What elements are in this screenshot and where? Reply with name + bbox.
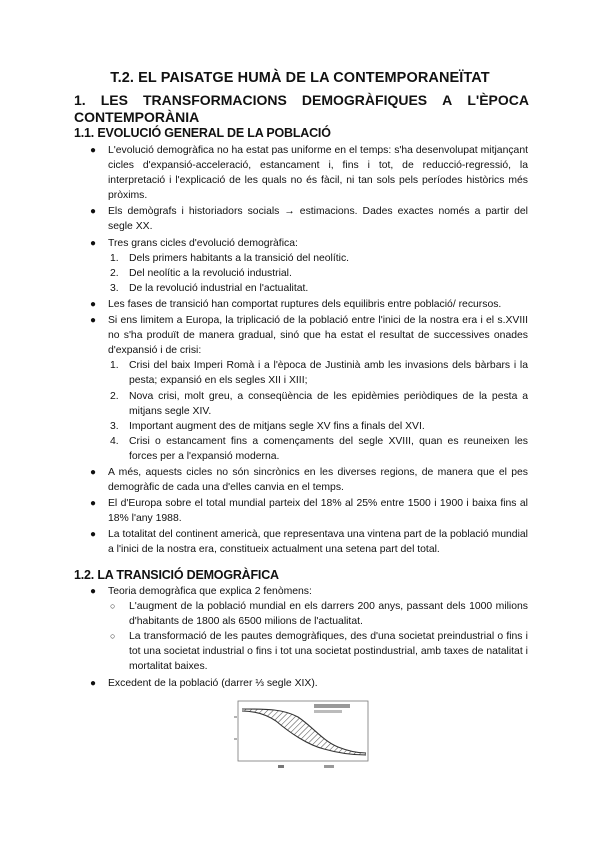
legend-mark [314,710,342,713]
list-item: ● Excedent de la població (darrer ⅓ segle XIX). [108,676,528,691]
circle-item: ○ L'augment de la població mundial en els darrers 200 anys, passant dels 1000 milions d'habitants de 1800 als 6500 milions de l'actualitat. [110,601,528,628]
section-number: 1. [74,92,86,108]
numbered-item: 1. Crisi del baix Imperi Romà i a l'època de Justinià amb les invasions dels bàrbars i la pesta; expansió en els segles XII i XIII; [110,360,528,387]
item-number: 3. [110,420,119,432]
bullet-icon: ● [90,237,97,249]
section-word: LES [100,92,128,108]
axis-mark [324,765,334,768]
bullet-icon: ● [90,586,97,597]
list-item: ● Tres grans cicles d'evolució demogràfica: 1. Dels primers habitants a la transició del neolític. 2. Del neolític a la revolució industrial. 3. De la revolució industrial en l'actualitat. [108,236,528,296]
bullet-icon: ● [90,529,97,541]
item-number: 1. [110,360,119,372]
item-number: 1. [110,252,119,264]
bullet-icon: ● [90,206,97,218]
waves-list [108,358,528,464]
list-item: ● Teoria demogràfica que explica 2 fenòmens: ○ L'augment de la població mundial en els darrers 200 anys, passant dels 1000 milions d'habitants de 1800 als 6500 milions de l'actualitat. ○ La transformació de les pautes demogràfiques, des d'una societat preindustrial o fins i tot una societat industrial o fins i tot una societat postindustrial, amb taxes de natalitat i mortalitat baixes. [108,584,528,675]
numbered-item: 2. Del neolític a la revolució industrial. [108,266,528,281]
bullet-icon: ● [90,466,97,478]
subsection-1-1-heading: 1.1. EVOLUCIÓ GENERAL DE LA POBLACIÓ [74,126,331,140]
document-title: T.2. EL PAISATGE HUMÀ DE LA CONTEMPORANEÏTAT [110,70,490,86]
section-word: A [442,92,453,108]
legend-mark [314,704,350,708]
item-number: 4. [110,435,119,447]
list-item: ● Si ens limitem a Europa, la triplicació de la població entre l'inici de la nostra era i el s.XVIII no s'ha produït de manera gradual, sinó que ha estat el resultat de successives onades d'expansió i de crisi: 1. Crisi del baix Imperi Romà i a l'època de Justinià amb les invasions dels bàrbars i la pesta; expansió en els segles XII i XIII; 2. Nova crisi, molt greu, a conseqüència de les epidèmies periòdiques de la pesta a mitjans segle XIV. 3. Important augment des de mitjans segle XV fins a finals del XVI. 4. Crisi o estancament fins a començaments del segle XVIII, quan es reuneixen les forces per a l'expansió moderna. [108,313,528,464]
list-item: ● L'evolució demogràfica no ha estat pas uniforme en el temps: s'ha desenvolupat mitjançant cicles d'expansió-acceleració, estancament i, fins i tot, de reducció-regressió, la interpretació i l'explicació de les quals no és fàcil, ni tan sols pels períodes històrics més pròxims. [90,145,528,202]
item-number: 2. [110,267,119,279]
demographic-transition-figure [228,693,376,773]
numbered-item: 3. Important augment des de mitjans segle XV fins a finals del XVI. [108,419,528,434]
axis-mark [278,765,284,768]
numbered-item: 2. Nova crisi, molt greu, a conseqüència de les epidèmies periòdiques de la pesta a mitjans segle XIV. [110,390,528,417]
list-item: ● Les fases de transició han comportat ruptures dels equilibris entre població/ recursos. [108,297,528,312]
item-number: 3. [110,282,119,294]
section-word: TRANSFORMACIONS [142,92,287,108]
bullet-icon: ● [90,145,97,156]
subsection-1-2-list [90,584,528,692]
section-heading-line2: CONTEMPORÀNIA [74,109,200,125]
numbered-item: 4. Crisi o estancament fins a començaments del segle XVIII, quan es reuneixen les forces per a l'expansió moderna. [110,435,528,462]
subsection-1-1-list [90,143,528,559]
list-item: ● Els demògrafs i historiadors socials → estimacions. Dades exactes només a partir del segle XX. [90,206,528,233]
item-number: 2. [110,390,119,402]
bullet-icon: ● [90,498,97,510]
section-word: L'ÈPOCA [467,92,529,108]
phenomena-list [108,599,528,674]
bullet-icon: ● [90,315,97,327]
numbered-item: 1. Dels primers habitants a la transició del neolític. [108,251,528,266]
list-item: ● A més, aquests cicles no són sincrònics en les diverses regions, de manera que el pes demogràfic de cada una d'elles canvia en el temps. [90,466,528,494]
list-item: ● El d'Europa sobre el total mundial parteix del 18% al 25% entre 1500 i 1900 i baixa fins al 18% l'any 1988. [90,498,528,525]
circle-bullet-icon: ○ [110,601,116,612]
cycles-list [108,251,528,296]
bullet-icon: ● [90,298,97,310]
subsection-1-2-heading: 1.2. LA TRANSICIÓ DEMOGRÀFICA [74,568,279,582]
list-item: ● La totalitat del continent americà, que representava una vintena part de la població mundial a l'inici de la nostra era, constitueix actualment una setena part del total. [90,529,528,556]
circle-bullet-icon: ○ [110,631,116,642]
circle-item: ○ La transformació de les pautes demogràfiques, des d'una societat preindustrial o fins i tot una societat industrial o fins i tot una societat postindustrial, amb taxes de natalitat i mortalitat baixes. [110,631,528,673]
numbered-item: 3. De la revolució industrial en l'actualitat. [108,281,528,296]
bullet-icon: ● [90,677,97,689]
section-word: DEMOGRÀFIQUES [301,92,428,108]
section-1-heading [74,92,529,126]
